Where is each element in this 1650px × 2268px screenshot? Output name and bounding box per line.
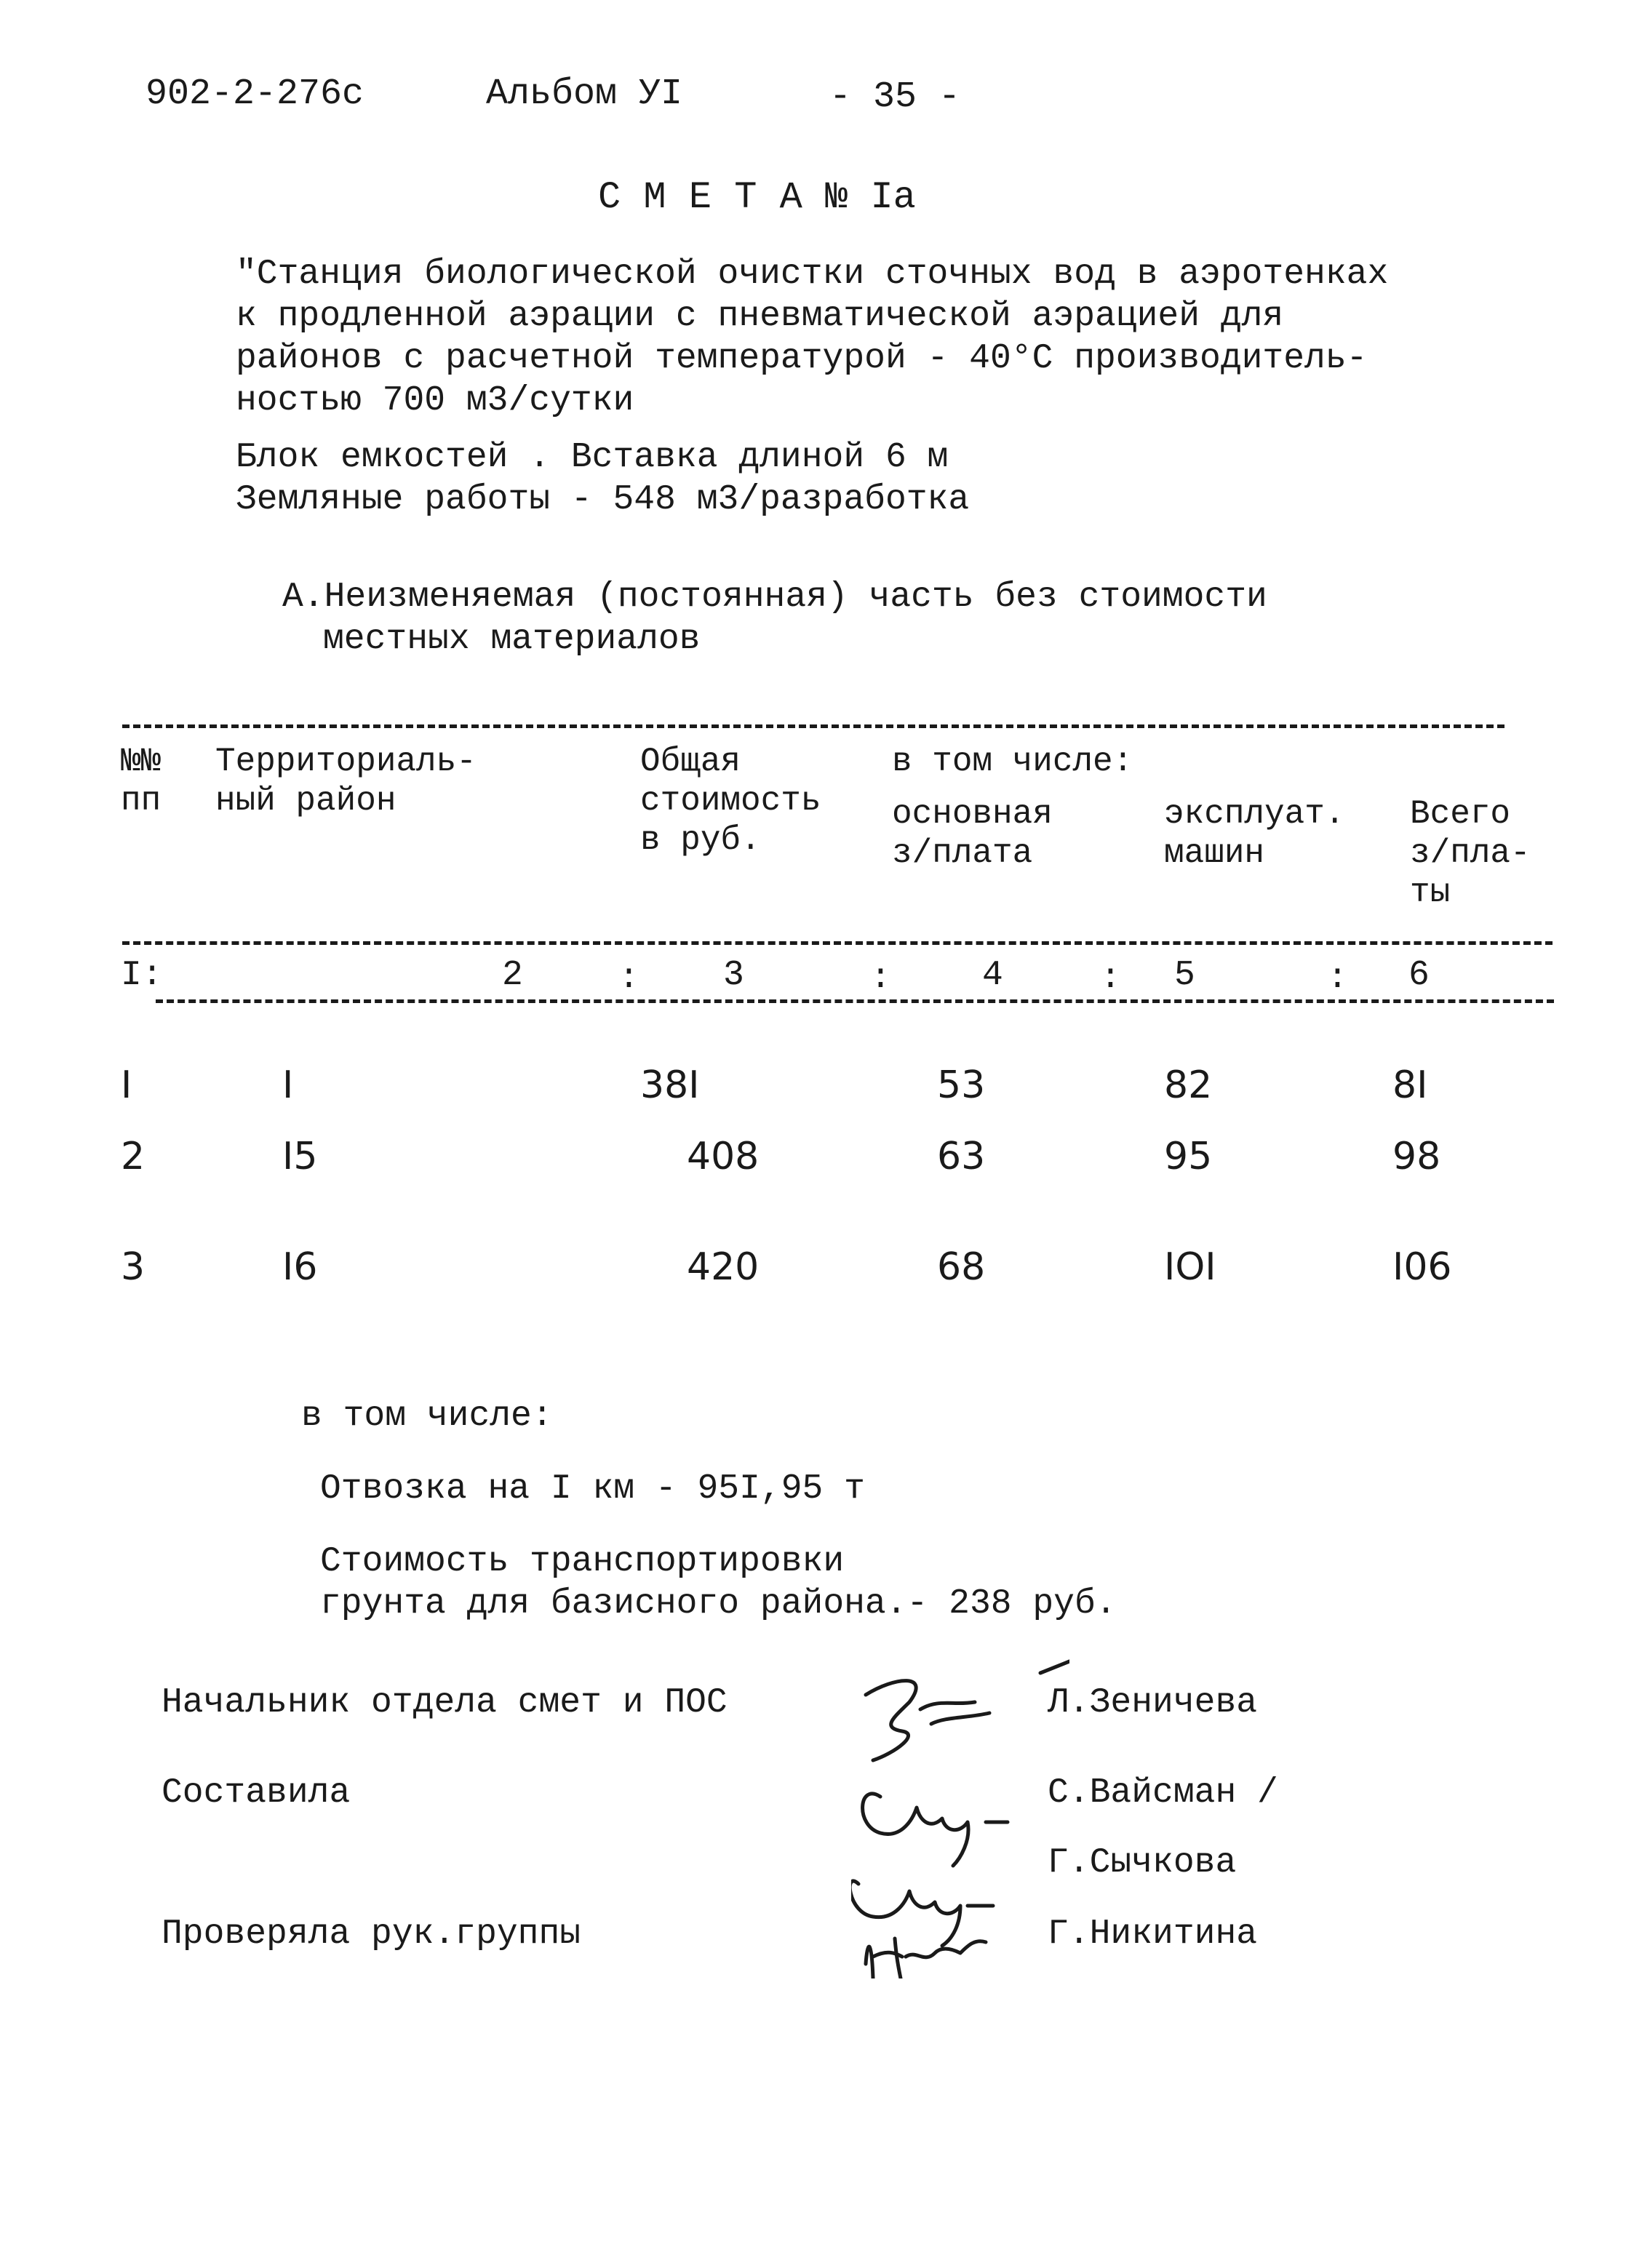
header-text: №№ bbox=[121, 743, 162, 780]
cell-row1-region: I bbox=[282, 1063, 294, 1107]
description-line: ностью 700 м3/сутки bbox=[236, 381, 634, 420]
header-text: в руб. bbox=[640, 821, 761, 859]
column-number-6: 6 bbox=[1408, 956, 1430, 995]
notes-transport-line: Стоимость транспортировки bbox=[320, 1542, 845, 1581]
cell-row1-machines: 82 bbox=[1164, 1063, 1213, 1107]
cell-row3-region: I6 bbox=[282, 1245, 318, 1289]
header-bottom-rule bbox=[122, 941, 1553, 945]
section-heading bbox=[282, 576, 1267, 660]
column-number-4: 4 bbox=[982, 956, 1003, 995]
cell-row3-machines: IOI bbox=[1164, 1245, 1216, 1289]
signature-name-checked: Г.Никитина bbox=[1048, 1914, 1258, 1954]
signature-stroke bbox=[866, 1938, 986, 1978]
cell-row3-wages: I06 bbox=[1392, 1245, 1452, 1289]
section-line: А.Неизменяемая (постоянная) часть без стоимости bbox=[282, 578, 1267, 617]
header-text: пп bbox=[121, 782, 162, 820]
signature-stroke bbox=[866, 1681, 916, 1760]
header-machines bbox=[1164, 794, 1344, 873]
header-text: ный район bbox=[215, 782, 396, 820]
notes-haul: Отвозка на I км - 95I,95 т bbox=[320, 1469, 865, 1509]
section-line: местных материалов bbox=[323, 620, 701, 659]
header-including: в том числе: bbox=[892, 743, 1133, 780]
block-line: Блок емкостей . Вставка длиной 6 м bbox=[236, 438, 949, 477]
header-text: з/плата bbox=[892, 834, 1033, 872]
signature-name-second: Г.Сычкова bbox=[1048, 1843, 1237, 1882]
header-number bbox=[121, 742, 161, 820]
cell-row2-basic: 63 bbox=[937, 1135, 986, 1178]
project-description bbox=[236, 253, 1388, 422]
signature-name-compiled: С.Вайсман / bbox=[1048, 1773, 1278, 1813]
description-line: "Станция биологической очистки сточных вод в аэротенках bbox=[236, 255, 1389, 294]
table-top-rule bbox=[122, 724, 1504, 728]
header-text: основная bbox=[892, 795, 1053, 833]
cell-row1-wages: 8I bbox=[1392, 1063, 1428, 1107]
block-line: Земляные работы - 548 м3/разработка bbox=[236, 480, 970, 519]
header-text: з/пла- bbox=[1410, 834, 1531, 872]
handwritten-signatures bbox=[851, 1658, 1069, 1978]
header-text: стоимость bbox=[640, 782, 821, 820]
page-number: - 35 - bbox=[829, 76, 961, 118]
header-text: Всего bbox=[1410, 795, 1511, 833]
column-separator: : bbox=[618, 959, 639, 998]
signature-stroke bbox=[920, 1702, 989, 1724]
header-wages-total bbox=[1410, 794, 1531, 912]
cell-row1-total: 38I bbox=[640, 1063, 700, 1107]
column-number-2: 2 bbox=[502, 956, 523, 995]
signature-stroke bbox=[863, 1794, 968, 1866]
notes-including: в том числе: bbox=[301, 1397, 553, 1436]
header-total-cost bbox=[640, 742, 821, 860]
header-region bbox=[215, 742, 477, 820]
signature-role-compiled: Составила bbox=[162, 1773, 351, 1813]
column-number-5: 5 bbox=[1174, 956, 1195, 995]
header-basic-wages bbox=[892, 794, 1053, 873]
document-title: С М Е Т А № Iа bbox=[598, 176, 916, 219]
cell-row1-basic: 53 bbox=[937, 1063, 986, 1107]
header-text: эксплуат. bbox=[1164, 795, 1345, 833]
cell-row2-no: 2 bbox=[121, 1135, 146, 1178]
column-separator: : bbox=[870, 959, 891, 998]
signature-name-head: Л.Зеничева bbox=[1048, 1683, 1258, 1722]
column-number-rule bbox=[156, 999, 1554, 1003]
header-text: Территориаль- bbox=[215, 743, 477, 780]
cell-row3-basic: 68 bbox=[937, 1245, 986, 1289]
album-label: Альбом УI bbox=[486, 73, 683, 115]
column-separator: : bbox=[1327, 959, 1348, 998]
header-text: машин bbox=[1164, 834, 1265, 872]
block-info bbox=[236, 436, 969, 521]
cell-row2-machines: 95 bbox=[1164, 1135, 1213, 1178]
cell-row3-total: 420 bbox=[687, 1245, 760, 1289]
cell-row2-region: I5 bbox=[282, 1135, 318, 1178]
cell-row2-total: 408 bbox=[687, 1135, 760, 1178]
notes-transport bbox=[320, 1541, 1117, 1625]
cell-row1-no: I bbox=[121, 1063, 132, 1107]
column-separator: : bbox=[1100, 959, 1121, 998]
header-text: ты bbox=[1410, 874, 1451, 911]
signature-stroke bbox=[1040, 1658, 1069, 1673]
description-line: к продленной аэрации с пневматической аэрацией для bbox=[236, 297, 1284, 336]
column-number-3: 3 bbox=[723, 956, 744, 995]
signature-role-checked: Проверяла рук.группы bbox=[162, 1914, 581, 1954]
header-text: Общая bbox=[640, 743, 741, 780]
document-code: 902-2-276с bbox=[146, 73, 364, 115]
cell-row3-no: 3 bbox=[121, 1245, 146, 1289]
column-number-1: I: bbox=[121, 956, 163, 995]
cell-row2-wages: 98 bbox=[1392, 1135, 1441, 1178]
signature-stroke bbox=[851, 1881, 960, 1946]
description-line: районов с расчетной температурой - 40°С производитель- bbox=[236, 339, 1368, 378]
signature-role-head: Начальник отдела смет и ПОС bbox=[162, 1683, 728, 1722]
notes-transport-line: грунта для базисного района.- 238 руб. bbox=[320, 1584, 1117, 1624]
